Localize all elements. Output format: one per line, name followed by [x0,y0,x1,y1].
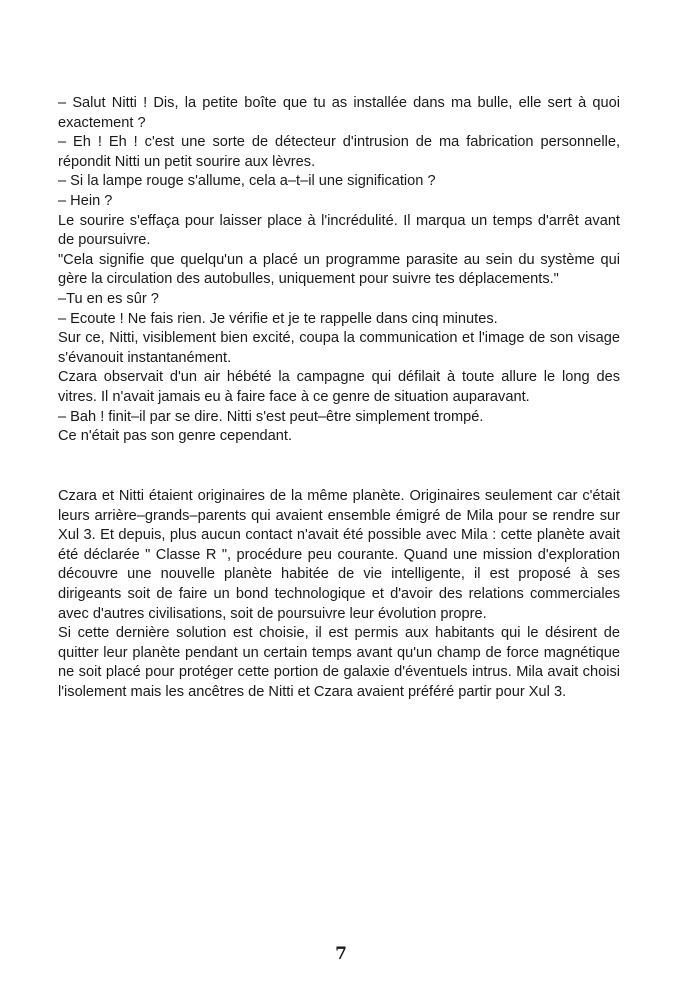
paragraph: Si cette dernière solution est choisie, il est permis aux habitants qui le désirent de quitter leur planète pendant un certain temps avant qu'un champ de force magnétique ne soit placé pour protéger cette portion de galaxie d'éventuels intrus. Mila avait choisi l'isolement mais les ancêtres de Nitti et Czara avaient préféré partir pour Xul 3. [58,625,620,700]
paragraph: – Bah ! finit–il par se dire. Nitti s'est peut–être simplement trompé. [58,408,484,425]
text-section-2 [58,487,620,703]
paragraph: Ce n'était pas son genre cependant. [58,428,293,445]
page-number: 7 [335,944,347,964]
paragraph: Sur ce, Nitti, visiblement bien excité, coupa la communication et l'image de son visage s'évanouit instantanément. [58,330,620,366]
paragraph: –Tu en es sûr ? [58,290,159,307]
paragraph: Czara et Nitti étaient originaires de la même planète. Originaires seulement car c'était leurs arrière–grands–parents qui avaient ensemble émigré de Mila pour se rendre sur Xul 3. Et depuis, plus aucun contact n'avait été possible avec Mila : cette planète avait été déclarée " Classe R ", procédure peu courante. Quand une mission d'exploration découvre une nouvelle planète habitée de vie intelligente, il est proposé à ses dirigeants soit de faire un bond technologique et d'avoir des relations commerciales avec d'autres civilisations, soit de poursuivre leur évolution propre. [58,488,620,622]
paragraph: – Ecoute ! Ne fais rien. Je vérifie et je te rappelle dans cinq minutes. [58,310,498,327]
paragraph: Czara observait d'un air hébété la campagne qui défilait à toute allure le long des vitres. Il n'avait jamais eu à faire face à ce genre de situation auparavant. [58,369,620,405]
paragraph: "Cela signifie que quelqu'un a placé un programme parasite au sein du système qui gère la circulation des autobulles, uniquement pour suivre tes déplacements." [58,251,620,288]
paragraph: – Hein ? [58,192,113,209]
paragraph: – Si la lampe rouge s'allume, cela a–t–il une signification ? [58,173,436,190]
paragraph: – Eh ! Eh ! c'est une sorte de détecteur d'intrusion de ma fabrication personnelle, répondit Nitti un petit sourire aux lèvres. [58,134,620,170]
text-section-1 [58,94,620,447]
paragraph: Le sourire s'effaça pour laisser place à l'incrédulité. Il marqua un temps d'arrêt avant de poursuivre. [58,212,620,249]
paragraph: – Salut Nitti ! Dis, la petite boîte que tu as installée dans ma bulle, elle sert à quoi exactement ? [58,95,620,131]
